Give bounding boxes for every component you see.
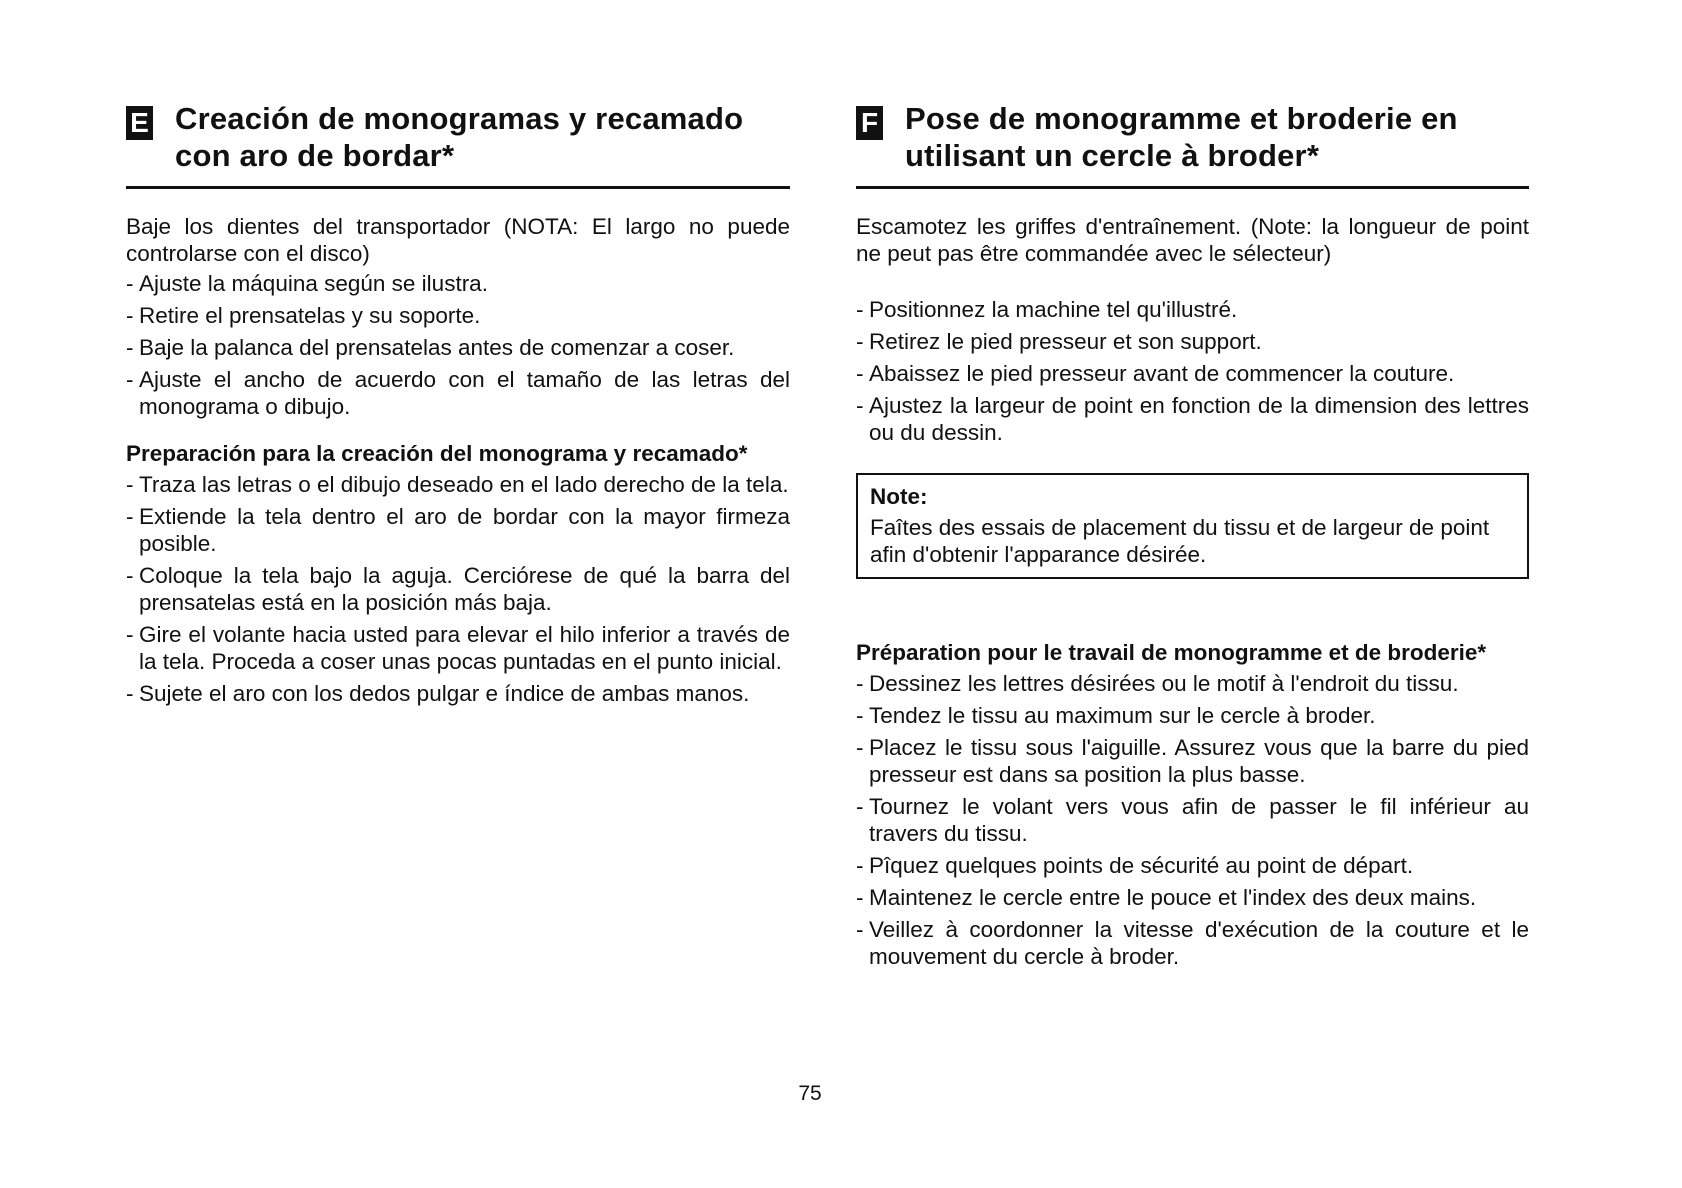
- list-item: - Ajuste el ancho de acuerdo con el tamaño de las letras del monograma o dibujo.: [126, 366, 790, 420]
- list-item: - Positionnez la machine tel qu'illustré.: [856, 296, 1529, 323]
- list-item: - Tendez le tissu au maximum sur le cercle à broder.: [856, 702, 1529, 729]
- spanish-title-line-2: con aro de bordar*: [175, 138, 455, 173]
- list-item: - Retire el prensatelas y su soporte.: [126, 302, 790, 329]
- list-item: - Tournez le volant vers vous afin de passer le fil inférieur au travers du tissu.: [856, 793, 1529, 847]
- french-steps-list: [856, 296, 1529, 446]
- spanish-preparation-heading: Preparación para la creación del monograma y recamado*: [126, 441, 748, 466]
- language-badge-f: F: [856, 106, 883, 140]
- french-section: [856, 100, 1529, 975]
- spanish-steps-list: [126, 270, 790, 420]
- list-item: - Pîquez quelques points de sécurité au point de départ.: [856, 852, 1529, 879]
- list-item: - Abaissez le pied presseur avant de commencer la couture.: [856, 360, 1529, 387]
- french-intro: Escamotez les griffes d'entraînement. (Note: la longueur de point ne peut pas être commandée avec le sélecteur): [856, 214, 1529, 266]
- list-item: - Maintenez le cercle entre le pouce et l'index des deux mains.: [856, 884, 1529, 911]
- spanish-section-header: [126, 100, 790, 189]
- page-number: 75: [798, 1082, 822, 1105]
- list-item: - Ajustez la largeur de point en fonction de la dimension des lettres ou du dessin.: [856, 392, 1529, 446]
- list-item: - Coloque la tela bajo la aguja. Cerciórese de qué la barra del prensatelas está en la posición más baja.: [126, 562, 790, 616]
- note-text: Faîtes des essais de placement du tissu et de largeur de point afin d'obtenir l'apparance désirée.: [870, 515, 1490, 567]
- note-label: Note:: [870, 484, 928, 509]
- french-section-title: [905, 100, 1458, 174]
- french-preparation-heading: Préparation pour le travail de monogramme et de broderie*: [856, 640, 1487, 665]
- list-item: - Sujete el aro con los dedos pulgar e índice de ambas manos.: [126, 680, 790, 707]
- list-item: - Baje la palanca del prensatelas antes de comenzar a coser.: [126, 334, 790, 361]
- list-item: - Veillez à coordonner la vitesse d'exécution de la couture et le mouvement du cercle à broder.: [856, 916, 1529, 970]
- spanish-intro: Baje los dientes del transportador (NOTA: El largo no puede controlarse con el disco): [126, 214, 790, 266]
- spanish-preparation-list: [126, 471, 790, 707]
- list-item: - Placez le tissu sous l'aiguille. Assurez vous que la barre du pied presseur est dans sa position la plus basse.: [856, 734, 1529, 788]
- french-section-header: [856, 100, 1529, 189]
- list-item: - Traza las letras o el dibujo deseado en el lado derecho de la tela.: [126, 471, 790, 498]
- spanish-title-line-1: Creación de monogramas y recamado: [175, 101, 744, 136]
- spanish-section-title: [175, 100, 743, 174]
- note-box: [856, 473, 1529, 579]
- spanish-section: [126, 100, 790, 712]
- french-title-line-2: utilisant un cercle à broder*: [905, 138, 1320, 173]
- french-preparation-list: [856, 670, 1529, 970]
- list-item: - Gire el volante hacia usted para elevar el hilo inferior a través de la tela. Proceda a coser unas pocas puntadas en el punto inicial.: [126, 621, 790, 675]
- list-item: - Dessinez les lettres désirées ou le motif à l'endroit du tissu.: [856, 670, 1529, 697]
- language-badge-e: E: [126, 106, 153, 140]
- french-title-line-1: Pose de monogramme et broderie en: [905, 101, 1458, 136]
- list-item: - Ajuste la máquina según se ilustra.: [126, 270, 790, 297]
- list-item: - Retirez le pied presseur et son support.: [856, 328, 1529, 355]
- list-item: - Extiende la tela dentro el aro de bordar con la mayor firmeza posible.: [126, 503, 790, 557]
